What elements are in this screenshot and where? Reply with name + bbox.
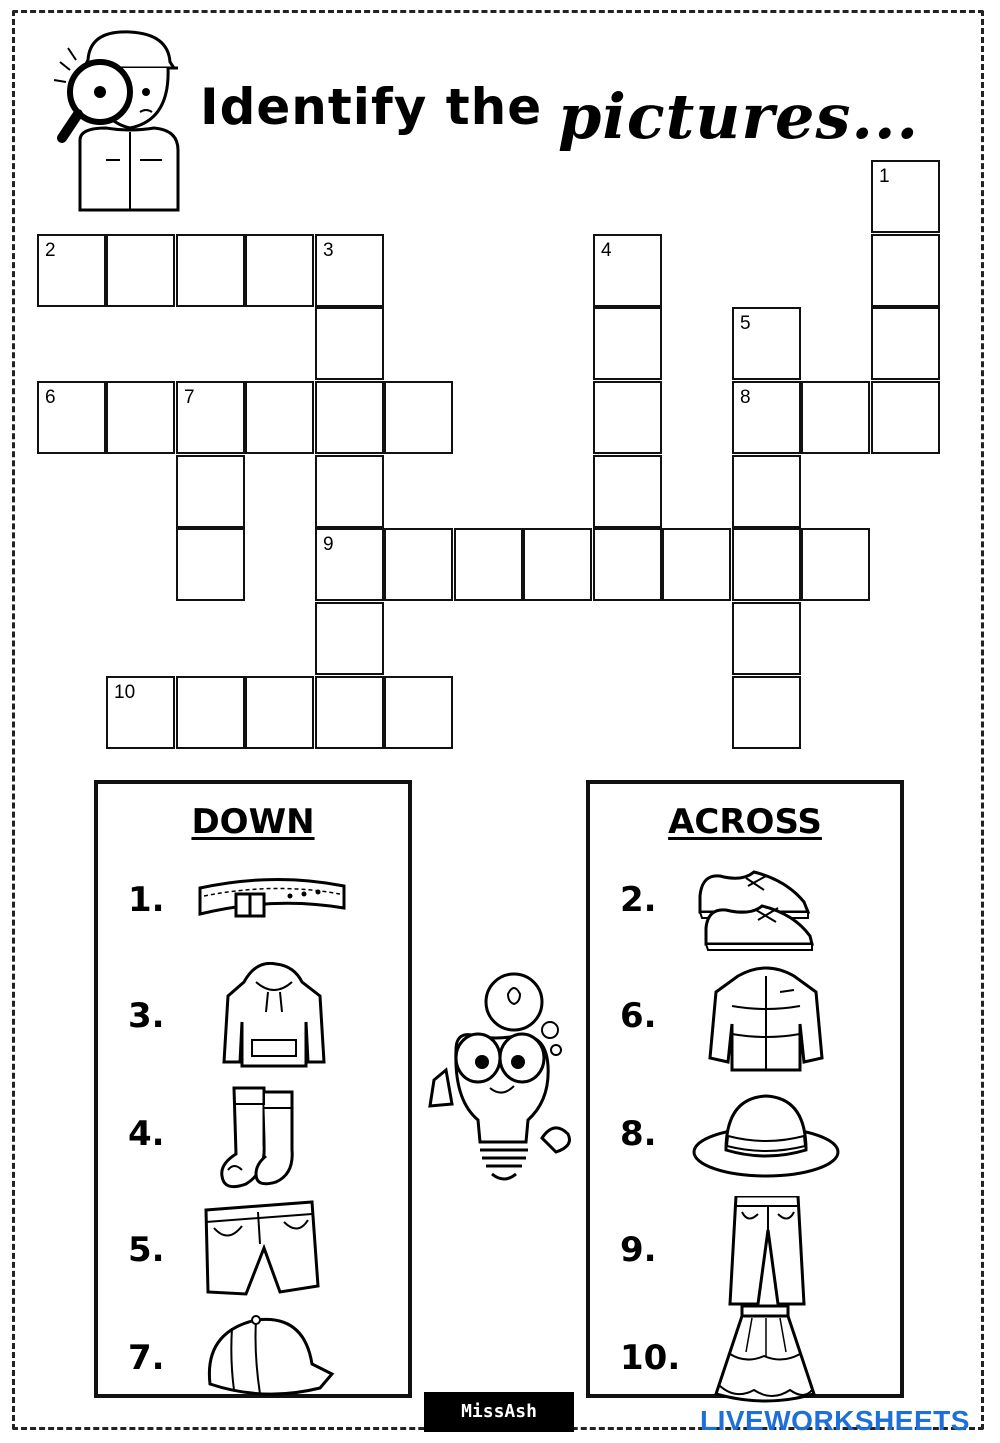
crossword-cell[interactable] (176, 528, 245, 601)
clue-label: 1. (128, 880, 165, 920)
crossword-cell[interactable] (593, 381, 662, 454)
lightbulb-mascot-icon (416, 970, 576, 1198)
across-clue-6 (590, 962, 900, 1072)
letter-input[interactable] (595, 383, 660, 452)
letter-input[interactable] (734, 457, 799, 526)
letter-input[interactable] (39, 383, 104, 452)
clue-number: 1 (879, 166, 890, 187)
clue-number: 7 (184, 387, 195, 408)
letter-input[interactable] (108, 383, 173, 452)
clue-number: 2 (45, 240, 56, 261)
letter-input[interactable] (734, 530, 799, 599)
letter-input[interactable] (595, 530, 660, 599)
letter-input[interactable] (734, 309, 799, 378)
down-clue-5 (98, 1196, 408, 1306)
crossword-cell[interactable] (315, 455, 384, 528)
cap-icon (194, 1304, 354, 1414)
crossword-cell[interactable] (732, 602, 801, 675)
crossword-cell[interactable] (871, 307, 940, 380)
crossword-cell[interactable] (245, 234, 314, 307)
page-title-part1: Identify the (200, 78, 543, 136)
crossword-cell[interactable] (176, 455, 245, 528)
letter-input[interactable] (247, 678, 312, 747)
letter-input[interactable] (873, 383, 938, 452)
letter-input[interactable] (803, 383, 868, 452)
clue-number: 9 (323, 534, 334, 555)
clue-number: 10 (114, 682, 136, 703)
across-clue-9 (590, 1196, 900, 1306)
crossword-cell[interactable] (384, 381, 453, 454)
across-clue-10 (590, 1304, 900, 1414)
clue-label: 8. (620, 1114, 657, 1154)
crossword-cell[interactable] (245, 381, 314, 454)
down-clue-3 (98, 962, 408, 1072)
letter-input[interactable] (734, 678, 799, 747)
crossword-cell[interactable] (593, 528, 662, 601)
skirt-icon (686, 1304, 846, 1414)
letter-input[interactable] (317, 530, 382, 599)
letter-input[interactable] (525, 530, 590, 599)
letter-input[interactable] (873, 309, 938, 378)
crossword-cell[interactable] (593, 307, 662, 380)
hoodie-icon (194, 962, 354, 1072)
crossword-cell[interactable] (662, 528, 731, 601)
crossword-cell[interactable] (106, 676, 175, 749)
clue-label: 9. (620, 1230, 657, 1270)
crossword-cell[interactable] (454, 528, 523, 601)
letter-input[interactable] (873, 162, 938, 231)
crossword-cell[interactable] (871, 160, 940, 233)
crossword-cell[interactable] (732, 528, 801, 601)
letter-input[interactable] (664, 530, 729, 599)
clue-number: 6 (45, 387, 56, 408)
crossword-cell[interactable] (871, 234, 940, 307)
letter-input[interactable] (317, 457, 382, 526)
crossword-cell[interactable] (315, 528, 384, 601)
trousers-icon (686, 1196, 846, 1306)
letter-input[interactable] (178, 383, 243, 452)
clue-label: 2. (620, 880, 657, 920)
crossword-cell[interactable] (732, 381, 801, 454)
letter-input[interactable] (317, 383, 382, 452)
crossword-cell[interactable] (176, 676, 245, 749)
letter-input[interactable] (39, 236, 104, 305)
crossword-cell[interactable] (245, 676, 314, 749)
author-label: MissAsh (424, 1392, 574, 1432)
detective-icon (50, 20, 190, 212)
crossword-cell[interactable] (593, 234, 662, 307)
letter-input[interactable] (178, 457, 243, 526)
across-clues-panel (586, 780, 904, 1398)
letter-input[interactable] (108, 236, 173, 305)
page-title-part2: pictures... (558, 80, 920, 153)
crossword-cell[interactable] (106, 234, 175, 307)
clue-label: 6. (620, 996, 657, 1036)
crossword-cell[interactable] (176, 381, 245, 454)
crossword-cell[interactable] (732, 455, 801, 528)
crossword-cell[interactable] (106, 381, 175, 454)
letter-input[interactable] (386, 530, 451, 599)
clue-number: 4 (601, 240, 612, 261)
letter-input[interactable] (178, 236, 243, 305)
hat-icon (686, 1080, 846, 1190)
belt-icon (194, 846, 354, 956)
letter-input[interactable] (317, 309, 382, 378)
letter-input[interactable] (317, 604, 382, 673)
crossword-cell[interactable] (315, 676, 384, 749)
down-clue-4 (98, 1080, 408, 1190)
crossword-cell[interactable] (384, 676, 453, 749)
letter-input[interactable] (317, 678, 382, 747)
letter-input[interactable] (595, 236, 660, 305)
crossword-cell[interactable] (732, 676, 801, 749)
letter-input[interactable] (734, 383, 799, 452)
letter-input[interactable] (178, 678, 243, 747)
letter-input[interactable] (386, 383, 451, 452)
crossword-cell[interactable] (315, 307, 384, 380)
socks-icon (194, 1080, 354, 1190)
shoes-icon (686, 846, 846, 956)
crossword-cell[interactable] (37, 381, 106, 454)
crossword-cell[interactable] (732, 307, 801, 380)
down-clues-panel (94, 780, 412, 1398)
clue-label: 10. (620, 1338, 681, 1378)
letter-input[interactable] (317, 236, 382, 305)
across-title: ACROSS (668, 802, 822, 842)
across-clue-8 (590, 1080, 900, 1190)
letter-input[interactable] (178, 530, 243, 599)
clue-label: 4. (128, 1114, 165, 1154)
across-clue-2 (590, 846, 900, 956)
letter-input[interactable] (108, 678, 173, 747)
crossword-cell[interactable] (523, 528, 592, 601)
brand-logo: LIVEWORKSHEETS (700, 1405, 970, 1436)
crossword-cell[interactable] (871, 381, 940, 454)
clue-number: 3 (323, 240, 334, 261)
letter-input[interactable] (803, 530, 868, 599)
crossword-cell[interactable] (801, 528, 870, 601)
crossword-cell[interactable] (593, 455, 662, 528)
clue-number: 5 (740, 313, 751, 334)
letter-input[interactable] (386, 678, 451, 747)
letter-input[interactable] (456, 530, 521, 599)
clue-number: 8 (740, 387, 751, 408)
jacket-icon (686, 962, 846, 1072)
crossword-cell[interactable] (315, 234, 384, 307)
crossword-cell[interactable] (315, 381, 384, 454)
letter-input[interactable] (247, 383, 312, 452)
crossword-cell[interactable] (315, 602, 384, 675)
down-title: DOWN (191, 802, 315, 842)
shorts-icon (194, 1196, 354, 1306)
clue-label: 7. (128, 1338, 165, 1378)
down-clue-7 (98, 1304, 408, 1414)
down-clue-1 (98, 846, 408, 956)
letter-input[interactable] (734, 604, 799, 673)
letter-input[interactable] (595, 457, 660, 526)
crossword-cell[interactable] (176, 234, 245, 307)
crossword-cell[interactable] (384, 528, 453, 601)
letter-input[interactable] (595, 309, 660, 378)
crossword-cell[interactable] (37, 234, 106, 307)
crossword-cell[interactable] (801, 381, 870, 454)
letter-input[interactable] (873, 236, 938, 305)
clue-label: 3. (128, 996, 165, 1036)
clue-label: 5. (128, 1230, 165, 1270)
letter-input[interactable] (247, 236, 312, 305)
